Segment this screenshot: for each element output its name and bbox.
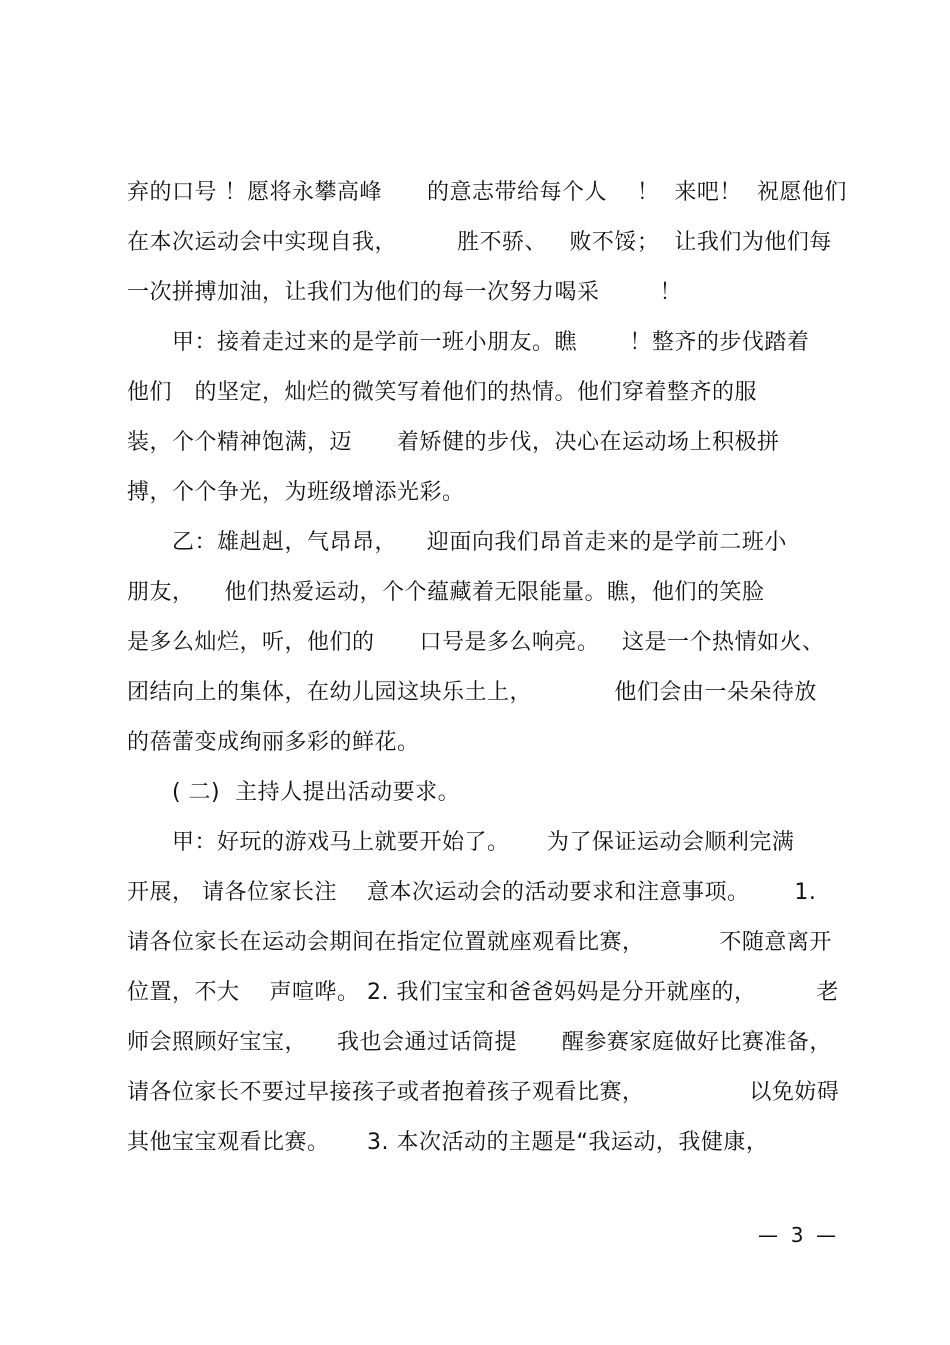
text-line: 装，个个精神饱满，迈 着矫健的步伐，决心在运动场上积极拼 bbox=[127, 430, 780, 455]
text-line: 乙：雄赳赳，气昂昂， 迎面向我们昂首走来的是学前二班小 bbox=[127, 530, 787, 555]
text-line: 团结向上的集体，在幼儿园这块乐土上， 他们会由一朵朵待放 bbox=[127, 680, 817, 705]
text-line: 位置，不大 声喧哗。 2. 我们宝宝和爸爸妈妈是分开就座的， 老 bbox=[127, 980, 839, 1005]
text-line: 在本次运动会中实现自我， 胜不骄、 败不馁； 让我们为他们每 bbox=[127, 230, 832, 255]
text-line: 甲：接着走过来的是学前一班小朋友。瞧 ！整齐的步伐踏着 bbox=[127, 330, 810, 355]
text-line: 搏，个个争光，为班级增添光彩。 bbox=[127, 480, 465, 505]
text-line: 请各位家长不要过早接孩子或者抱着孩子观看比赛， 以免妨碍 bbox=[127, 1080, 840, 1105]
text-line: 是多么灿烂，听，他们的 口号是多么响亮。 这是一个热情如火、 bbox=[127, 630, 825, 655]
text-line: 一次拼搏加油，让我们为他们的每一次努力喝采 ！ bbox=[127, 280, 682, 305]
text-line: ( 二) 主持人提出活动要求。 bbox=[127, 780, 461, 805]
text-line: 师会照顾好宝宝， 我也会通过话筒提 醒参赛家庭做好比赛准备， bbox=[127, 1030, 832, 1055]
text-line: 朋友， 他们热爱运动，个个蕴藏着无限能量。瞧，他们的笑脸 bbox=[127, 580, 765, 605]
text-line: 请各位家长在运动会期间在指定位置就座观看比赛， 不随意离开 bbox=[127, 930, 832, 955]
page-number: — 3 — bbox=[758, 1223, 837, 1247]
text-line: 甲：好玩的游戏马上就要开始了。 为了保证运动会顺利完满 bbox=[127, 830, 795, 855]
text-line: 他们 的坚定，灿烂的微笑写着他们的热情。他们穿着整齐的服 bbox=[127, 380, 757, 405]
text-line: 开展， 请各位家长注 意本次运动会的活动要求和注意事项。 1. bbox=[127, 880, 817, 905]
text-line: 的蓓蕾变成绚丽多彩的鲜花。 bbox=[127, 730, 420, 755]
text-line: 弃的口号 ！愿将永攀高峰 的意志带给每个人 ！ 来吧！ 祝愿他们 bbox=[127, 180, 847, 205]
text-line: 其他宝宝观看比赛。 3. 本次活动的主题是“我运动，我健康， bbox=[127, 1130, 769, 1155]
